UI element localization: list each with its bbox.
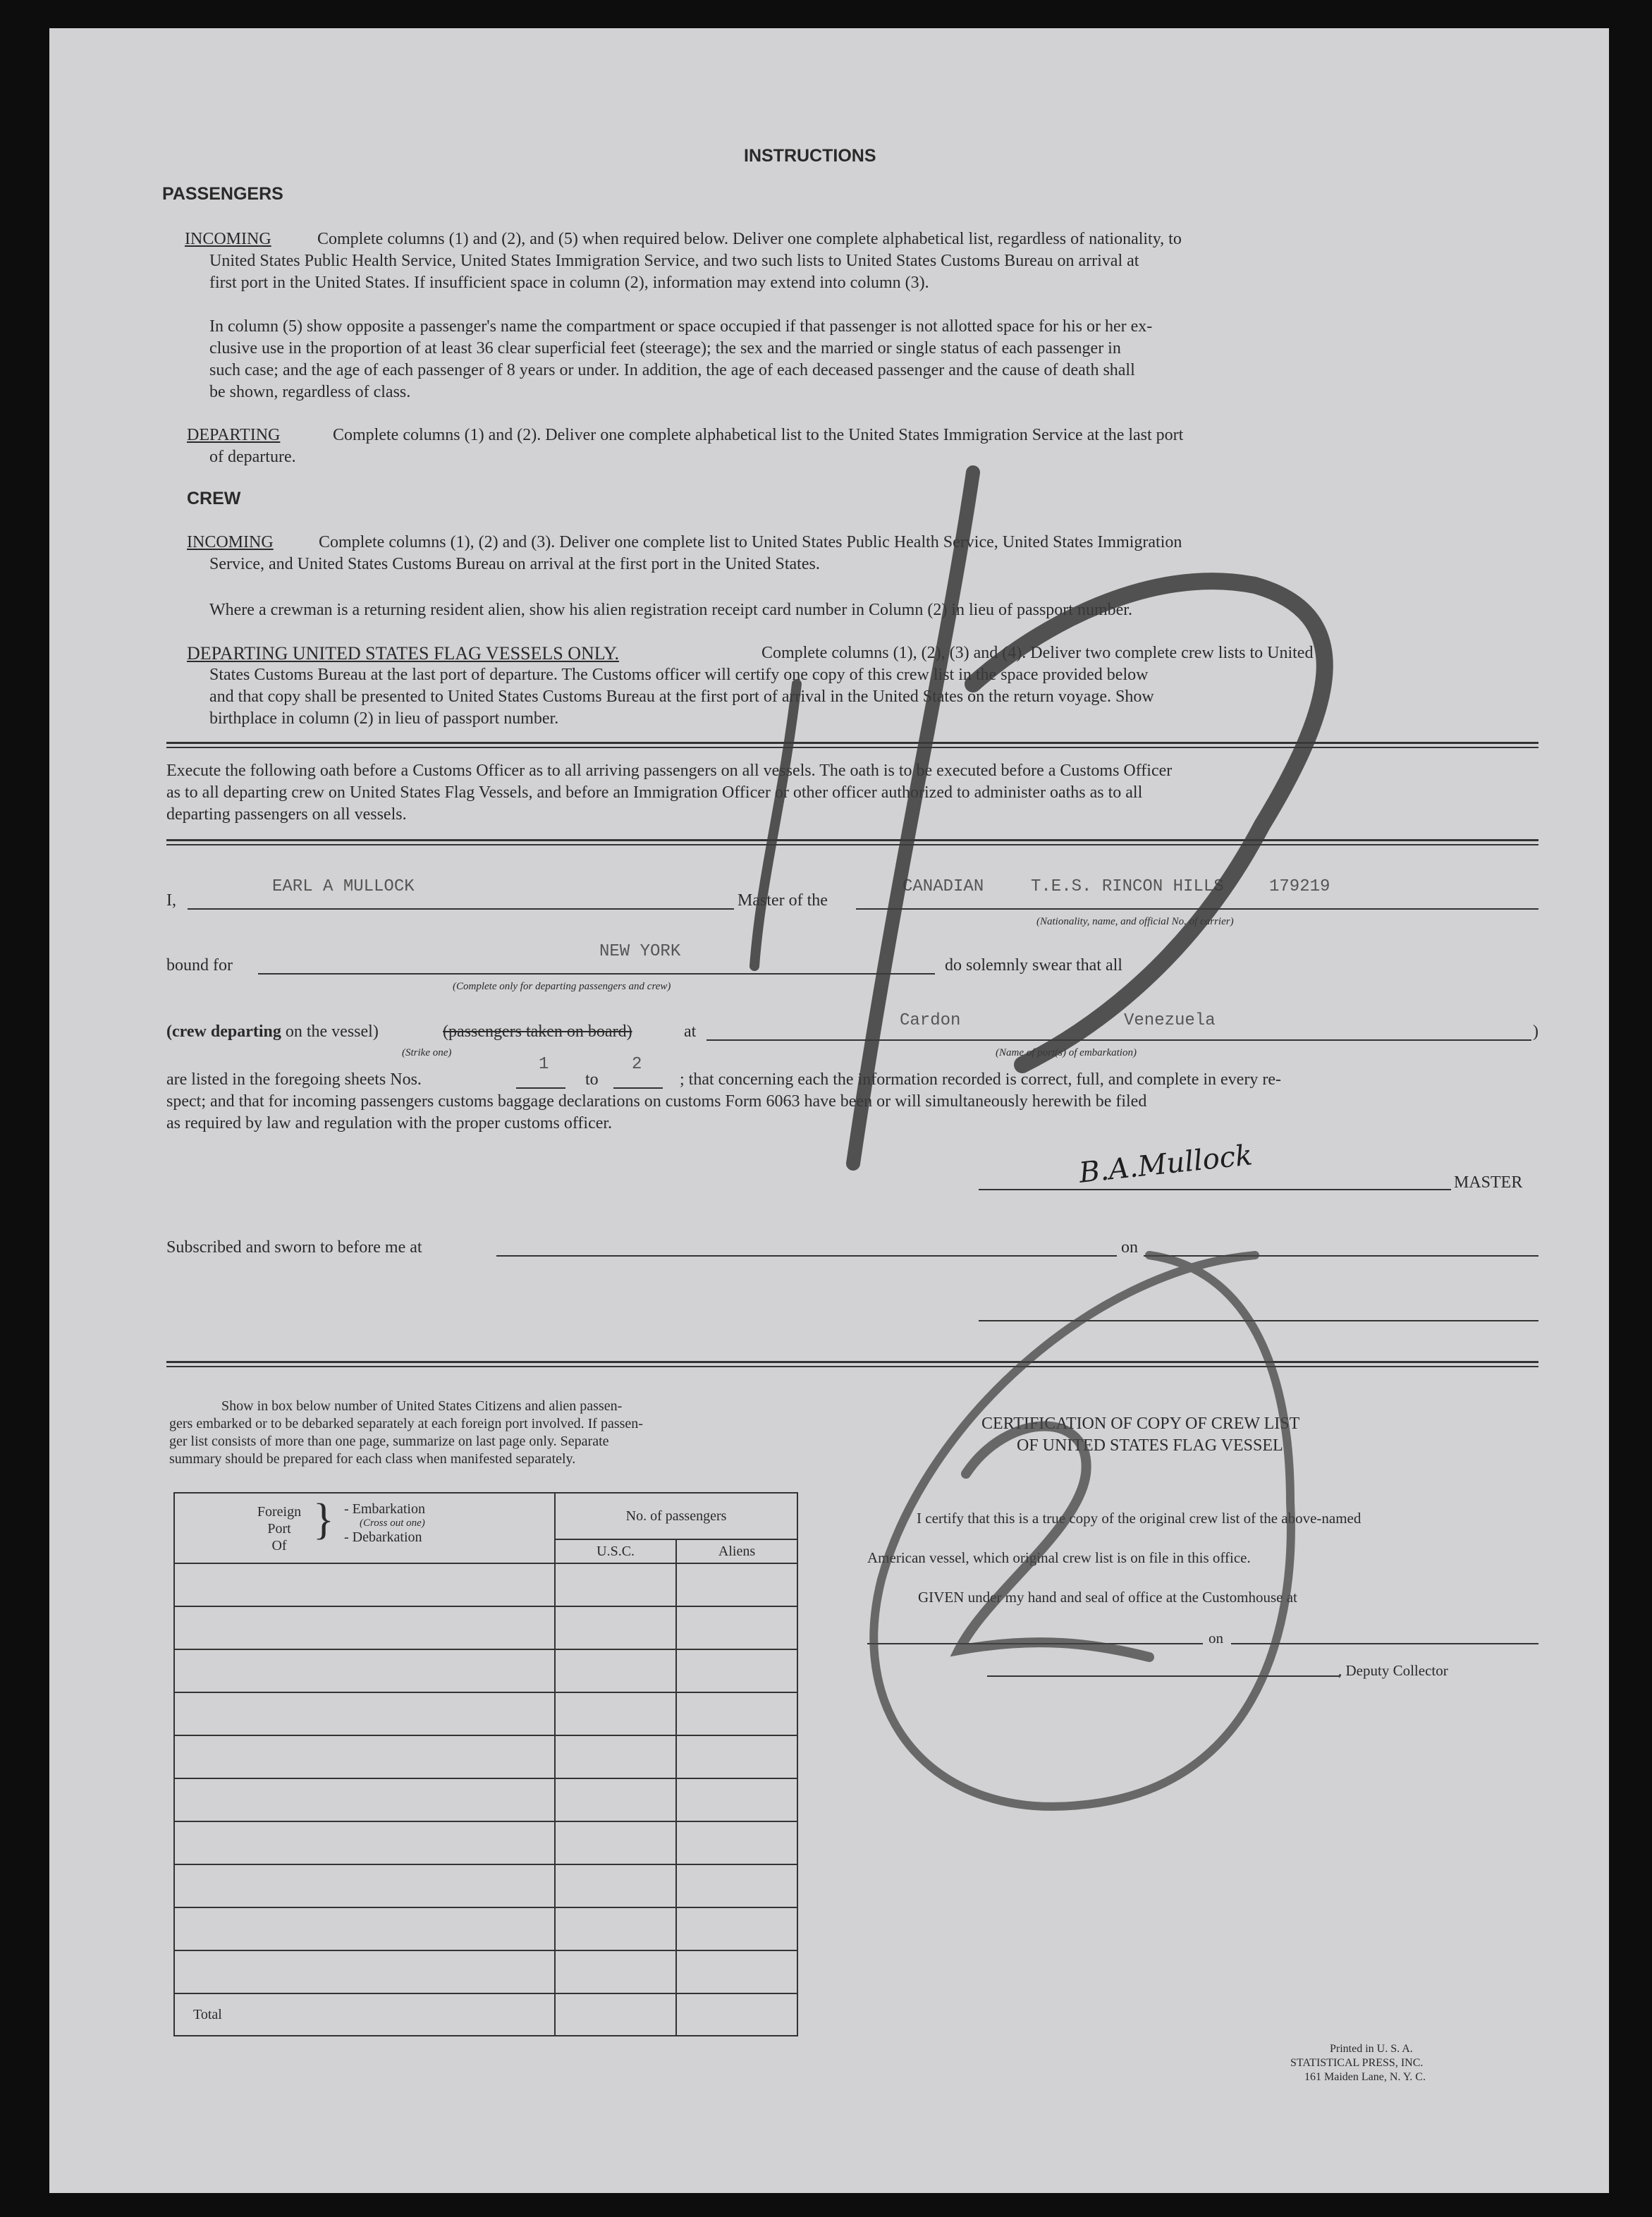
- table-row: [174, 1864, 797, 1907]
- table-row: [174, 1950, 797, 1993]
- column5-text-3: such case; and the age of each passenger of 8 years or under. In addition, the age of each deceased passenger and the cause of death shall: [209, 361, 1135, 379]
- officer-signature-field: [979, 1320, 1538, 1321]
- to-label: to: [585, 1070, 599, 1089]
- at-label: at: [684, 1022, 697, 1041]
- master-name-field: [188, 908, 734, 910]
- total-row: [174, 1993, 797, 2036]
- summary-instruction-4: summary should be prepared for each class when manifested separately.: [169, 1451, 576, 1467]
- deputy-signature-field: [987, 1675, 1340, 1677]
- crew-departing-text-4: birthplace in column (2) in lieu of passport number.: [209, 709, 559, 728]
- bound-for-caption: (Complete only for departing passengers and crew): [453, 981, 671, 992]
- table-row: [174, 1649, 797, 1692]
- crew-departing-text-1: Complete columns (1), (2), (3) and (4). Deliver two complete crew lists to United: [761, 644, 1314, 662]
- table-row: [174, 1563, 797, 1606]
- crew-incoming-label: INCOMING: [187, 533, 274, 551]
- passengers-option-struck: (passengers taken on board): [443, 1022, 632, 1041]
- subscribed-label: Subscribed and sworn to before me at: [166, 1238, 422, 1257]
- oath-instruction-3: departing passengers on all vessels.: [166, 805, 407, 824]
- no-passengers-header: No. of passengers: [555, 1493, 797, 1539]
- crew-heading: CREW: [187, 489, 241, 508]
- subscribed-on-label: on: [1121, 1238, 1138, 1257]
- crew-incoming-text-1: Complete columns (1), (2) and (3). Deliver one complete list to United States Public Health Service, United States Immigration: [319, 533, 1182, 551]
- master-label: MASTER: [1454, 1173, 1523, 1192]
- carrier-nationality: CANADIAN: [903, 877, 984, 896]
- given-text: GIVEN under my hand and seal of office at the Customhouse at: [918, 1589, 1297, 1606]
- column5-text-4: be shown, regardless of class.: [209, 383, 411, 401]
- table-row: [174, 1606, 797, 1649]
- table-row: [174, 1735, 797, 1778]
- passengers-departing-text-1: Complete columns (1) and (2). Deliver one complete alphabetical list to the United States Immigration Service at the last port: [333, 426, 1184, 444]
- sheet-from-field: [516, 1087, 565, 1089]
- passenger-summary-table: [173, 1492, 798, 2036]
- cross-out-caption: (Cross out one): [360, 1517, 425, 1529]
- page-title: INSTRUCTIONS: [744, 146, 876, 166]
- port-label: Port: [267, 1521, 291, 1537]
- carrier-field: [856, 908, 1538, 910]
- printer-line-1: Printed in U. S. A.: [1330, 2043, 1413, 2055]
- summary-instruction-3: ger list consists of more than one page, summarize on last page only. Separate: [169, 1434, 609, 1449]
- concerning-text: ; that concerning each the information recorded is correct, full, and complete in every re-: [680, 1070, 1281, 1089]
- section-rule-top: [166, 742, 1538, 744]
- crew-departing-text-3: and that copy shall be presented to United States Customs Bureau at the first port of arrival in the United States on the return voyage. Show: [209, 688, 1154, 706]
- port-caption: (Name of port(s) of embarkation): [996, 1047, 1137, 1058]
- sheet-to-value: 2: [632, 1055, 642, 1074]
- passengers-incoming-text: Complete columns (1) and (2), and (5) when required below. Deliver one complete alphabetical list, regardless of nationality, to: [317, 230, 1182, 248]
- oath-i-label: I,: [166, 891, 176, 910]
- summary-instruction-2: gers embarked or to be debarked separately at each foreign port involved. If passen-: [169, 1416, 643, 1431]
- subscribed-place-field: [496, 1255, 1117, 1257]
- certification-title-2: OF UNITED STATES FLAG VESSEL: [1017, 1436, 1283, 1455]
- carrier-official-no: 179219: [1269, 877, 1330, 896]
- usc-header: U.S.C.: [555, 1539, 676, 1563]
- column5-text-1: In column (5) show opposite a passenger's name the compartment or space occupied if that passenger is not allotted space for his or her ex-: [209, 317, 1153, 336]
- passengers-departing-text-2: of departure.: [209, 448, 296, 466]
- crew-departing-text-2: States Customs Bureau at the last port of departure. The Customs officer will certify one copy of this crew list in the space provided below: [209, 666, 1149, 684]
- of-label: Of: [271, 1538, 287, 1553]
- port-field: [706, 1039, 1531, 1041]
- section-rule-bottom: [166, 1361, 1538, 1363]
- master-name-value: EARL A MULLOCK: [272, 877, 415, 896]
- carrier-vessel: T.E.S. RINCON HILLS: [1031, 877, 1224, 896]
- respect-text: spect; and that for incoming passengers customs baggage declarations on customs Form 6063 have been or will simultaneously herewith be filed: [166, 1092, 1147, 1111]
- port-close-paren: ): [1533, 1022, 1538, 1041]
- passengers-incoming-text-3: first port in the United States. If insufficient space in column (2), information may extend into column (3).: [209, 274, 929, 292]
- master-signature: B.A.Mullock: [1077, 1139, 1254, 1190]
- sheet-from-value: 1: [539, 1055, 549, 1074]
- section-rule-middle: [166, 839, 1538, 841]
- subscribed-date-field: [1144, 1255, 1538, 1257]
- passengers-incoming-label: INCOMING: [185, 230, 271, 248]
- printer-line-2: STATISTICAL PRESS, INC.: [1290, 2057, 1424, 2069]
- crew-departing-label: DEPARTING UNITED STATES FLAG VESSELS ONLY.: [187, 643, 619, 664]
- foreign-label: Foreign: [257, 1504, 302, 1520]
- certify-text-2: American vessel, which original crew list is on file in this office.: [867, 1549, 1251, 1566]
- crew-resident-note: Where a crewman is a returning resident alien, show his alien registration receipt card number in Column (2) in lieu of passport number.: [209, 601, 1132, 619]
- port-value-1: Cardon: [900, 1011, 961, 1030]
- table-row: [174, 1907, 797, 1950]
- port-header-cell: [174, 1493, 555, 1563]
- sheets-label: are listed in the foregoing sheets Nos.: [166, 1070, 422, 1089]
- certify-text-1: I certify that this is a true copy of the original crew list of the above-named: [917, 1510, 1362, 1527]
- section-rule-middle-2: [166, 844, 1538, 845]
- strike-caption: (Strike one): [402, 1047, 452, 1058]
- passengers-departing-label: DEPARTING: [187, 426, 281, 444]
- law-text: as required by law and regulation with the proper customs officer.: [166, 1114, 613, 1132]
- table-row: [174, 1821, 797, 1864]
- section-rule-top-2: [166, 747, 1538, 748]
- debarkation-label: - Debarkation: [344, 1529, 422, 1545]
- aliens-header: Aliens: [676, 1539, 797, 1563]
- column5-text-2: clusive use in the proportion of at least 36 clear superficial feet (steerage); the sex and the married or single status of each passenger in: [209, 339, 1121, 358]
- summary-instruction-1: Show in box below number of United States Citizens and alien passen-: [221, 1398, 623, 1414]
- master-of-label: Master of the: [738, 891, 828, 910]
- bound-for-value: NEW YORK: [599, 942, 681, 961]
- document-page: [49, 28, 1609, 2193]
- total-label: Total: [193, 2006, 222, 2022]
- printer-line-3: 161 Maiden Lane, N. Y. C.: [1304, 2071, 1426, 2083]
- bound-for-label: bound for: [166, 956, 233, 975]
- crew-incoming-text-2: Service, and United States Customs Bureau on arrival at the first port in the United States.: [209, 555, 820, 573]
- table-row: [174, 1692, 797, 1735]
- bound-for-field: [258, 973, 935, 975]
- table-row: [174, 1778, 797, 1821]
- crew-departing-option: (crew departing on the vessel): [166, 1022, 379, 1041]
- brace-icon: }: [313, 1496, 334, 1544]
- certification-on-label: on: [1209, 1630, 1223, 1647]
- oath-instruction-1: Execute the following oath before a Customs Officer as to all arriving passengers on all vessels. The oath is to be executed before a Customs Officer: [166, 762, 1173, 780]
- embarkation-label: - Embarkation: [344, 1501, 425, 1517]
- certification-date-field: [1231, 1643, 1538, 1644]
- deputy-collector-label: , Deputy Collector: [1338, 1662, 1448, 1679]
- passengers-incoming-text-2: United States Public Health Service, United States Immigration Service, and two such lists to United States Customs Bureau on arrival at: [209, 252, 1139, 270]
- master-signature-line: [979, 1189, 1451, 1190]
- swear-label: do solemnly swear that all: [945, 956, 1122, 975]
- certification-title-1: CERTIFICATION OF COPY OF CREW LIST: [981, 1415, 1300, 1433]
- customhouse-field: [867, 1643, 1203, 1644]
- oath-instruction-2: as to all departing crew on United States Flag Vessels, and before an Immigration Officer or other officer authorized to administer oaths as to all: [166, 783, 1143, 802]
- sheet-to-field: [613, 1087, 663, 1089]
- carrier-caption: (Nationality, name, and official No. of carrier): [1036, 916, 1234, 927]
- section-rule-bottom-2: [166, 1366, 1538, 1367]
- passengers-heading: PASSENGERS: [162, 184, 283, 204]
- port-value-2: Venezuela: [1124, 1011, 1216, 1030]
